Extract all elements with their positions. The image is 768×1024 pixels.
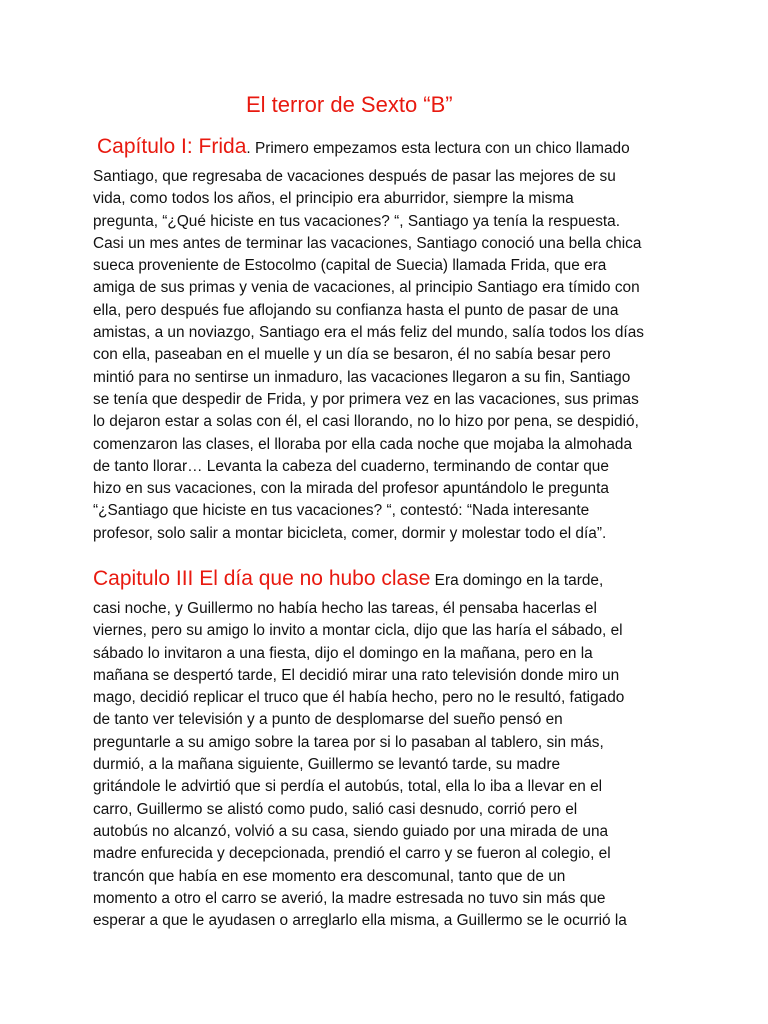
paragraph-line: Santiago, que regresaba de vacaciones después de pasar las mejores de su <box>93 168 616 185</box>
paragraph-line: lo dejaron estar a solas con él, el casi llorando, no lo hizo por pena, se despidió, <box>93 413 639 431</box>
paragraph-line: momento a otro el carro se averió, la madre estresada no tuvo sin más que <box>93 889 606 907</box>
paragraph-line: mintió para no sentirse un inmaduro, las vacaciones llegaron a su fin, Santiago <box>93 368 631 386</box>
paragraph-line: casi noche, y Guillermo no había hecho las tareas, él pensaba hacerlas el <box>93 600 597 617</box>
paragraph-line: autobús no alcanzó, volvió a su casa, siendo guiado por una mirada de una <box>93 822 609 840</box>
chapter-first-line <box>93 568 673 598</box>
paragraph-line: mañana se despertó tarde, El decidió mirar una rato televisión donde miro un <box>93 666 620 684</box>
paragraph-line: se tenía que despedir de Frida, y por primera vez en las vacaciones, sus primas <box>93 390 639 408</box>
chapter-first-line <box>93 136 673 166</box>
paragraph-line: amiga de sus primas y venia de vacaciones, al principio Santiago era tímido con <box>93 279 640 297</box>
chapter-section <box>93 568 673 932</box>
paragraph-line: carro, Guillermo se alistó como pudo, salió casi desnudo, corrió pero el <box>93 800 578 818</box>
paragraph-line: viernes, pero su amigo lo invito a montar cicla, dijo que las haría el sábado, el <box>93 622 623 640</box>
paragraph-line: hizo en sus vacaciones, con la mirada del profesor apuntándolo le pregunta <box>93 480 609 498</box>
paragraph-line: sábado lo invitaron a una fiesta, dijo el domingo en la mañana, pero en la <box>93 644 593 662</box>
paragraph-line: trancón que había en ese momento era descomunal, tanto que de un <box>93 867 566 885</box>
paragraph-line: profesor, solo salir a montar bicicleta, comer, dormir y molestar todo el día”. <box>93 524 607 542</box>
paragraph-line: preguntarle a su amigo sobre la tarea por si lo pasaban al tablero, sin más, <box>93 733 604 751</box>
paragraph-line: con ella, paseaban en el muelle y un día se besaron, él no sabía besar pero <box>93 346 611 364</box>
paragraph-line: de tanto llorar… Levanta la cabeza del cuaderno, terminando de contar que <box>93 457 609 475</box>
document-title: El terror de Sexto “B” <box>246 92 453 117</box>
paragraph-line: esperar a que le ayudasen o arreglarlo ella misma, a Guillermo se le ocurrió la <box>93 912 627 930</box>
paragraph-line: durmió, a la mañana siguiente, Guillermo se levantó tarde, su madre <box>93 756 561 774</box>
paragraph-line: gritándole le advirtió que si perdía el autobús, total, ella lo iba a llevar en el <box>93 778 603 796</box>
chapter-heading: Capítulo I: Frida <box>97 135 247 158</box>
paragraph-line: “¿Santiago que hiciste en tus vacaciones? “, contestó: “Nada interesante <box>93 502 590 520</box>
paragraph-line: madre enfurecida y decepcionada, prendió el carro y se fueron al colegio, el <box>93 845 611 863</box>
paragraph-line: Era domingo en la tarde, <box>430 572 604 589</box>
paragraph-line: de tanto ver televisión y a punto de desplomarse del sueño pensó en <box>93 711 563 729</box>
chapter-heading-suffix: . <box>246 140 251 157</box>
chapter-section <box>93 136 673 545</box>
paragraph-line: Primero empezamos esta lectura con un chico llamado <box>250 140 630 157</box>
paragraph-line: Casi un mes antes de terminar las vacaciones, Santiago conoció una bella chica <box>93 234 642 252</box>
paragraph-line: mago, decidió replicar el truco que él había hecho, pero no le resultó, fatigado <box>93 689 625 707</box>
paragraph-line: comenzaron las clases, el lloraba por ella cada noche que mojaba la almohada <box>93 435 633 453</box>
paragraph-line: sueca proveniente de Estocolmo (capital de Suecia) llamada Frida, que era <box>93 257 607 275</box>
chapter-heading: Capitulo III El día que no hubo clase <box>93 567 431 590</box>
paragraph-line: ella, pero después fue aflojando su confianza hasta el punto de pasar de una <box>93 301 619 319</box>
paragraph-line: pregunta, “¿Qué hiciste en tus vacaciones? “, Santiago ya tenía la respuesta. <box>93 212 621 230</box>
paragraph-line: vida, como todos los años, el principio era aburridor, siempre la misma <box>93 190 574 208</box>
paragraph-line: amistas, a un noviazgo, Santiago era el más feliz del mundo, salía todos los días <box>93 324 644 342</box>
